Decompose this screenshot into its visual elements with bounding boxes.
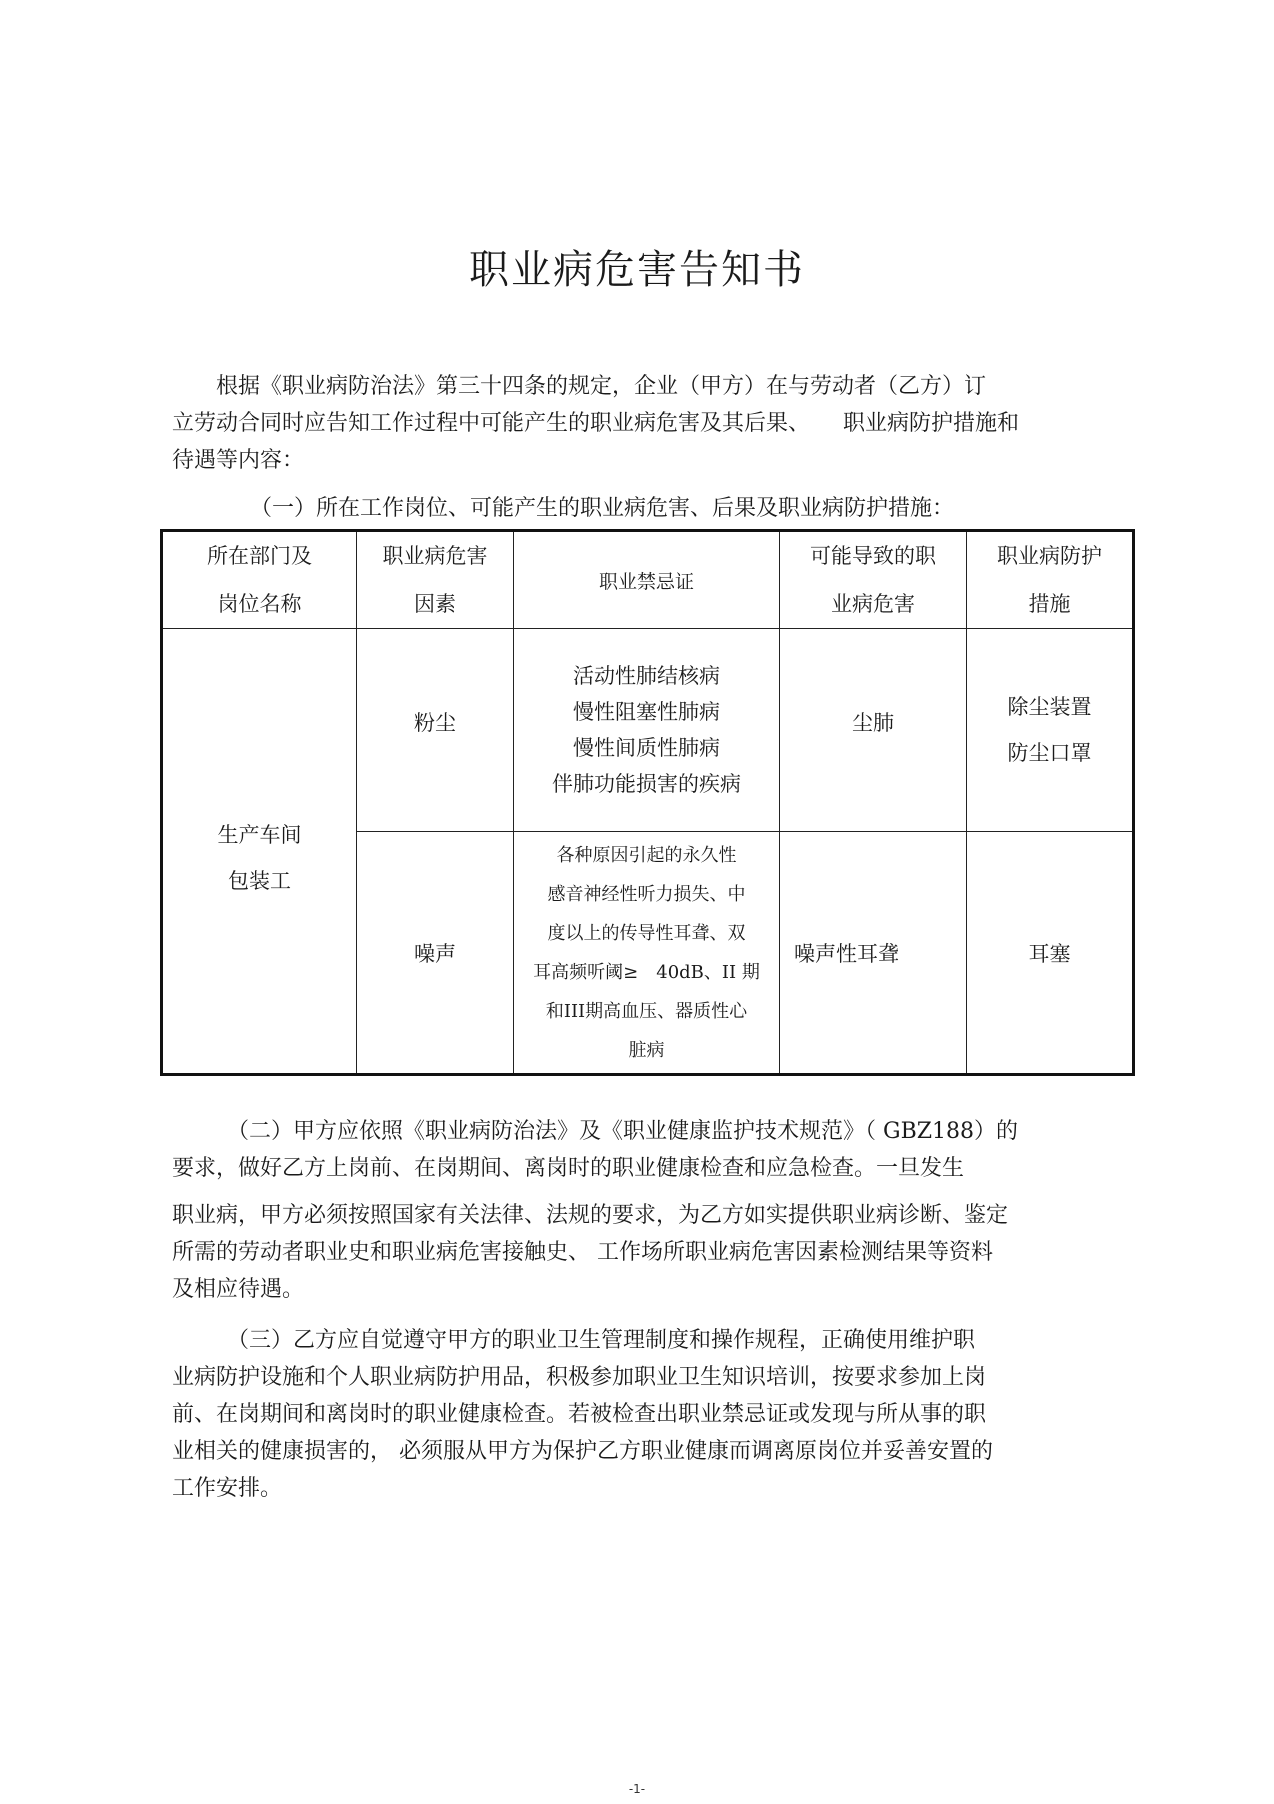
header-contraindication: 职业禁忌证 bbox=[514, 531, 780, 629]
table-row bbox=[162, 629, 1134, 832]
section2-line: 所需的劳动者职业史和职业病危害接触史、 工作场所职业病危害因素检测结果等资料 bbox=[172, 1240, 993, 1265]
disease-cell: 尘肺 bbox=[780, 629, 967, 832]
section2-line: 要求，做好乙方上岗前、在岗期间、离岗时的职业健康检查和应急检查。一旦发生 bbox=[172, 1156, 965, 1181]
contraindication-cell: 活动性肺结核病 慢性阻塞性肺病 慢性间质性肺病 伴肺功能损害的疾病 bbox=[514, 629, 780, 832]
intro-paragraph bbox=[172, 368, 1112, 479]
protection-cell: 耳塞 bbox=[967, 832, 1134, 1075]
section3-line: 业相关的健康损害的， 必须服从甲方为保护乙方职业健康而调离原岗位并妥善安置的 bbox=[172, 1439, 993, 1464]
hazard-table bbox=[160, 529, 1135, 1076]
factor-cell: 噪声 bbox=[357, 832, 514, 1075]
section3-line: （三）乙方应自觉遵守甲方的职业卫生管理制度和操作规程，正确使用维护职 bbox=[172, 1328, 976, 1353]
intro-line: 根据《职业病防治法》第三十四条的规定，企业（甲方）在与劳动者（乙方）订 bbox=[172, 374, 987, 399]
section2-paragraph bbox=[172, 1113, 1112, 1308]
document-title: 职业病危害告知书 bbox=[469, 247, 805, 293]
header-disease: 可能导致的职 业病危害 bbox=[780, 531, 967, 629]
page-number: -1- bbox=[628, 1782, 646, 1796]
section3-line: 前、在岗期间和离岗时的职业健康检查。若被检查出职业禁忌证或发现与所从事的职 bbox=[172, 1402, 987, 1427]
section3-line: 业病防护设施和个人职业病防护用品，积极参加职业卫生知识培训，按要求参加上岗 bbox=[172, 1365, 987, 1390]
factor-cell: 粉尘 bbox=[357, 629, 514, 832]
section2-line: 及相应待遇。 bbox=[172, 1277, 305, 1302]
disease-cell: 噪声性耳聋 bbox=[780, 832, 967, 1075]
protection-cell: 除尘装置 防尘口罩 bbox=[967, 629, 1134, 832]
header-factor: 职业病危害 因素 bbox=[357, 531, 514, 629]
header-protection: 职业病防护 措施 bbox=[967, 531, 1134, 629]
contraindication-cell: 各种原因引起的永久性 感音神经性听力损失、中 度以上的传导性耳聋、双 耳高频听阈≥ 40dB、II 期 和III期高血压、器质性心 脏病 bbox=[514, 832, 780, 1075]
section3-line: 工作安排。 bbox=[172, 1476, 283, 1501]
intro-line: 立劳动合同时应告知工作过程中可能产生的职业病危害及其后果、 职业病防护措施和 bbox=[172, 411, 1020, 436]
dept-cell: 生产车间 包装工 bbox=[162, 629, 357, 1075]
intro-line: 待遇等内容： bbox=[172, 448, 305, 473]
section3-paragraph bbox=[172, 1322, 1112, 1507]
section2-line: 职业病，甲方必须按照国家有关法律、法规的要求，为乙方如实提供职业病诊断、鉴定 bbox=[172, 1203, 1009, 1228]
section2-line: （二）甲方应依照《职业病防治法》及《职业健康监护技术规范》（ GBZ188）的 bbox=[172, 1119, 1019, 1144]
header-dept: 所在部门及 岗位名称 bbox=[162, 531, 357, 629]
table-header-row bbox=[162, 531, 1134, 629]
section1-heading: （一）所在工作岗位、可能产生的职业病危害、后果及职业病防护措施： bbox=[250, 496, 955, 521]
